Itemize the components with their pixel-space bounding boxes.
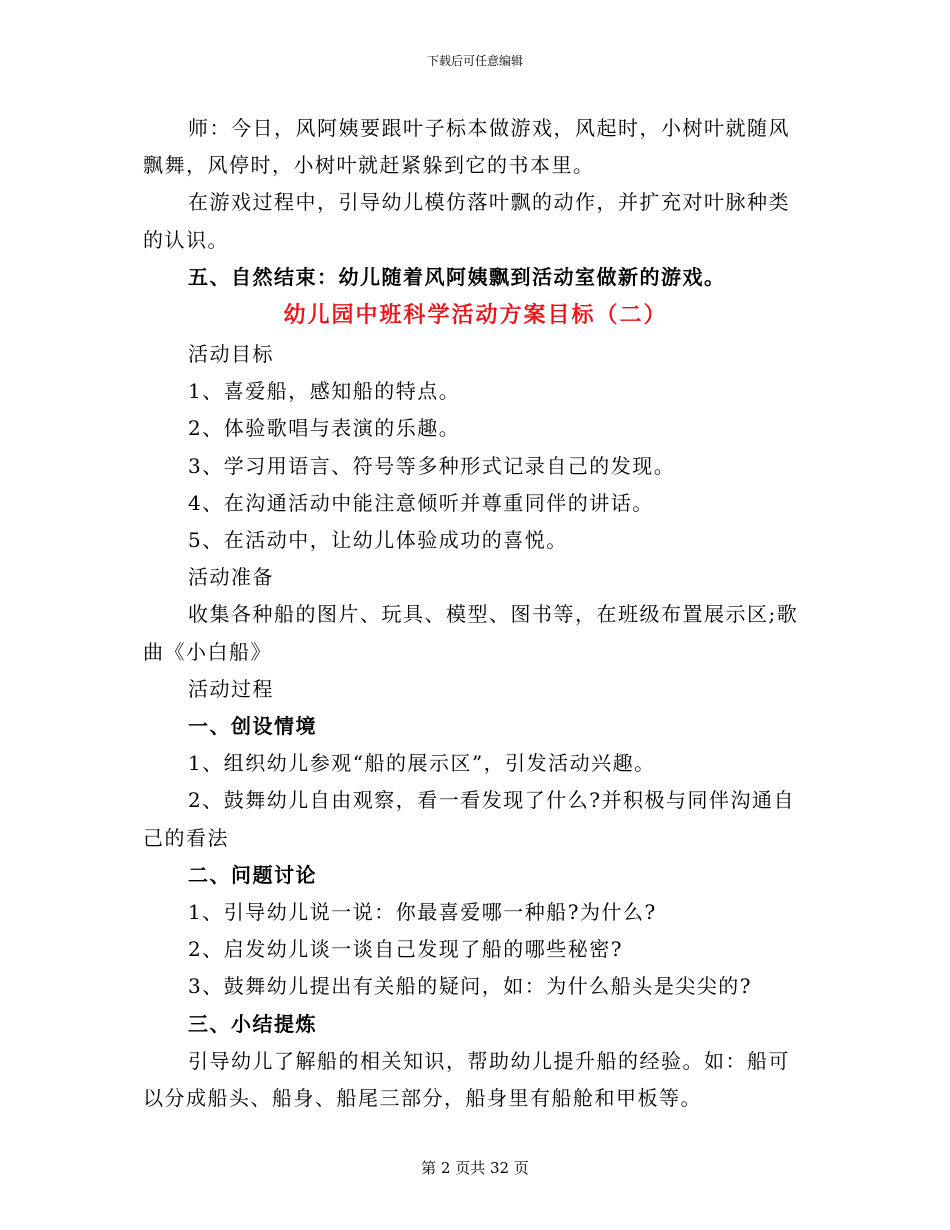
list-item: 2、鼓舞幼儿自由观察，看一看发现了什么?并积极与同伴沟通自己的看法 [143, 788, 795, 850]
list-item: 4、在沟通活动中能注意倾听并尊重同伴的讲话。 [188, 490, 654, 515]
list-item: 3、学习用语言、符号等多种形式记录自己的发现。 [188, 453, 676, 478]
list-item: 2、启发幼儿谈一谈自己发现了船的哪些秘密? [188, 937, 623, 962]
list-item: 3、鼓舞幼儿提出有关船的疑问，如：为什么船头是尖尖的? [188, 974, 752, 999]
paragraph: 师：今日，风阿姨要跟叶子标本做游戏，风起时，小树叶就随风飘舞，风停时，小树叶就赶紧躲到它的书本里。 [143, 116, 790, 178]
paragraph: 活动准备 [188, 565, 274, 590]
page-header: 下载后可任意编辑 [426, 54, 523, 68]
section-heading: 二、问题讨论 [188, 862, 317, 887]
paragraph: 活动目标 [188, 342, 274, 367]
section-heading: 三、小结提炼 [188, 1011, 317, 1036]
section-heading: 一、创设情境 [188, 714, 317, 739]
section-heading: 五、自然结束：幼儿随着风阿姨飘到活动室做新的游戏。 [188, 264, 726, 289]
page-footer: 第 2 页共 32 页 [421, 1159, 529, 1177]
paragraph: 活动过程 [188, 676, 274, 701]
document-body [143, 110, 808, 1117]
paragraph: 收集各种船的图片、玩具、模型、图书等，在班级布置展示区;歌曲《小白船》 [143, 602, 799, 664]
paragraph: 引导幼儿了解船的相关知识，帮助幼儿提升船的经验。如：船可以分成船头、船身、船尾三部分，船身里有船舱和甲板等。 [143, 1048, 790, 1111]
document-title: 幼儿园中班科学活动方案目标（二） [283, 303, 668, 329]
list-item: 5、在活动中，让幼儿体验成功的喜悦。 [188, 528, 568, 553]
list-item: 2、体验歌唱与表演的乐趣。 [188, 416, 461, 441]
paragraph: 在游戏过程中，引导幼儿模仿落叶飘的动作，并扩充对叶脉种类的认识。 [143, 190, 790, 252]
list-item: 1、组织幼儿参观“船的展示区”，引发活动兴趣。 [188, 751, 656, 776]
list-item: 1、引导幼儿说一说：你最喜爱哪一种船?为什么? [188, 900, 657, 925]
list-item: 1、喜爱船，感知船的特点。 [188, 379, 461, 404]
